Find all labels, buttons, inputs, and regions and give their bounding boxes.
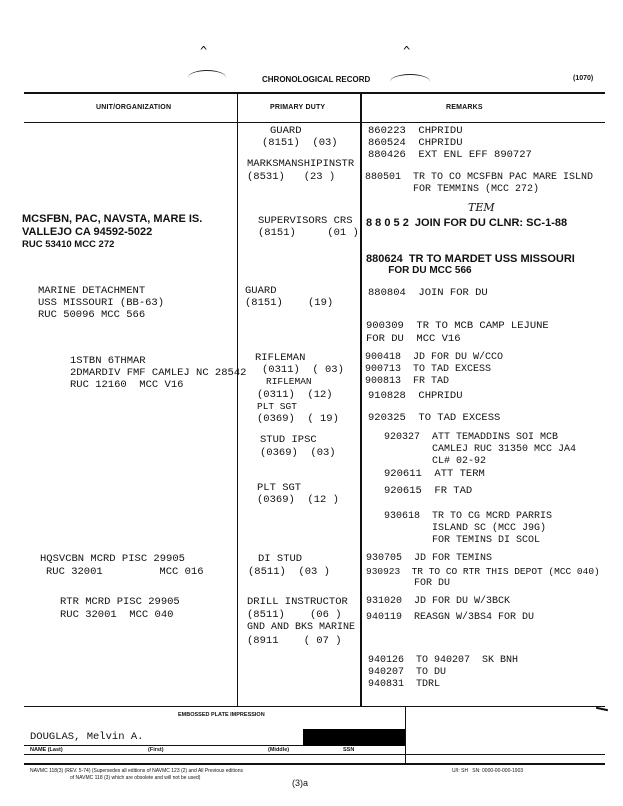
unit-hqsvcbn-line2: RUC 32001 MCC 016 (46, 566, 204, 578)
remark-handwritten-tem: TEM (468, 201, 495, 214)
duty-stud-ipsc-code: (0369) (03) (260, 447, 336, 459)
unit-mardet-line1: MARINE DETACHMENT (38, 285, 146, 297)
duty-pltsgt-1-code: (0369) ( 19) (257, 413, 339, 425)
remark-880501-cont: FOR TEMMINS (MCC 272) (365, 184, 540, 195)
unit-mcsfbn-line1: MCSFBN, PAC, NAVSTA, MARE IS. (22, 213, 203, 225)
col-header-remarks: REMARKS (446, 104, 483, 111)
header-rule (24, 122, 605, 123)
top-border (24, 92, 605, 94)
duty-rifleman-2-code: (0311) (12) (257, 389, 333, 401)
duty-gnd-bks: GND AND BKS MARINE (247, 622, 356, 633)
remark-920615: 920615 FR TAD (384, 485, 473, 497)
duty-gnd-bks-code: (8911 ( 07 ) (247, 635, 342, 647)
punch-arrow-left: ^ (200, 44, 208, 58)
remark-880624: 880624 TR TO MARDET USS MISSOURI (366, 253, 575, 265)
remark-920611: 920611 ATT TERM (384, 468, 485, 480)
remark-940207: 940207 TO DU (368, 667, 447, 678)
unit-mcsfbn-line3: RUC 53410 MCC 272 (22, 239, 115, 250)
unit-mardet-line2: USS MISSOURI (BB-63) (38, 297, 165, 309)
remark-880525-join: 8 8 0 5 2 JOIN FOR DU CLNR: SC-1-88 (366, 217, 568, 229)
duty-guard-2: GUARD (245, 285, 277, 297)
bottom-rule (24, 706, 605, 707)
remark-930705: 930705 JD FOR TEMINS (366, 553, 493, 564)
remark-900418: 900418 JD FOR DU W/CCO (365, 352, 504, 363)
unit-1stbn-line2: 2DMARDIV FMF CAMLEJ NC 28542 (70, 367, 247, 379)
remark-931020: 931020 JD FOR DU W/3BCK (366, 596, 511, 607)
form-footer-ui-sn: U/I: SH SN: 0000-00-000-1903 (452, 768, 524, 774)
remark-900309-cont: FOR DU MCC V16 (366, 333, 461, 345)
col-header-unit: UNIT/ORGANIZATION (96, 104, 172, 111)
unit-1stbn-line3: RUC 12160 MCC V16 (70, 379, 184, 391)
duty-guard-2-code: (8151) (19) (245, 297, 334, 309)
remark-860524: 860524 CHPRIDU (368, 137, 463, 149)
form-footer-line2: of NAVMC 118 (3) which are obsolete and will not be used) (70, 775, 201, 781)
label-name-last: NAME (Last) (30, 747, 63, 753)
footer-rule (24, 763, 605, 765)
col-header-duty: PRIMARY DUTY (270, 104, 326, 111)
remark-900309: 900309 TR TO MCB CAMP LEJUNE (366, 320, 549, 332)
duty-di-stud: DI STUD (258, 553, 303, 565)
duty-rifleman-1: RIFLEMAN (255, 352, 306, 364)
remark-930618-cont2: FOR TEMINS DI SCOL (384, 535, 541, 546)
duty-marksmanship: MARKSMANSHIPINSTR (247, 158, 355, 170)
embossed-plate-label: EMBOSSED PLATE IMPRESSION (178, 712, 265, 718)
form-footer-line1: NAVMC 118(3) (REV. 5-74) (Supersedes all editions of NAVMC 123 (2) and All Previous editions (30, 768, 243, 774)
remark-930618-cont1: ISLAND SC (MCC J9G) (384, 523, 547, 534)
unit-hqsvcbn-line1: HQSVCBN MCRD PISC 29905 (40, 553, 185, 565)
duty-supervisors: SUPERVISORS CRS (258, 215, 353, 227)
remark-920327-cont2: CL# 02-92 (384, 456, 487, 467)
name-block-divider (405, 706, 406, 764)
duty-guard-1: GUARD (270, 125, 302, 137)
labels-rule (24, 754, 605, 755)
label-ssn: SSN (343, 747, 355, 753)
remark-880426: 880426 EXT ENL EFF 890727 (368, 149, 532, 161)
unit-rtr-line2: RUC 32001 MCC 040 (60, 609, 174, 621)
remark-880624-cont: FOR DU MCC 566 (366, 265, 472, 276)
duty-drill-instructor-code: (8511) (06 ) (247, 609, 342, 621)
unit-1stbn-line1: 1STBN 6THMAR (70, 355, 146, 367)
page-number: (3)a (292, 778, 309, 788)
remark-940831: 940831 TDRL (368, 679, 441, 690)
duty-guard-1-code: (8151) (03) (262, 137, 338, 149)
remark-920327-cont1: CAMLEJ RUC 31350 MCC JA4 (384, 444, 577, 455)
remark-940119: 940119 REASGN W/3BS4 FOR DU (366, 612, 535, 623)
punch-mark-left (188, 70, 226, 85)
name-value: DOUGLAS, Melvin A. (30, 731, 144, 743)
remark-860223: 860223 CHPRIDU (368, 125, 463, 137)
remark-920325: 920325 TO TAD EXCESS (368, 412, 501, 424)
label-first: (First) (148, 747, 164, 753)
duty-supervisors-code: (8151) (01 ) (258, 227, 359, 239)
duty-pltsgt-2-code: (0369) (12 ) (257, 494, 339, 506)
duty-stud-ipsc: STUD IPSC (260, 434, 317, 446)
duty-rifleman-1-code: (0311) ( 03) (262, 364, 344, 376)
duty-pltsgt-1: PLT SGT (257, 401, 297, 412)
divider-unit-duty (237, 92, 238, 707)
remark-880501: 880501 TR TO CO MCSFBN PAC MARE ISLND (365, 172, 594, 183)
duty-pltsgt-2: PLT SGT (257, 482, 302, 494)
unit-mcsfbn-line2: VALLEJO CA 94592-5022 (22, 226, 153, 238)
remark-900713: 900713 TO TAD EXCESS (365, 364, 492, 375)
margin-mark (596, 707, 608, 711)
duty-di-stud-code: (8511) (03 ) (248, 566, 330, 578)
label-middle: (Middle) (268, 747, 290, 753)
remark-920327: 920327 ATT TEMADDINS SOI MCB (384, 432, 559, 443)
remark-930618: 930618 TR TO CG MCRD PARRIS (384, 511, 553, 522)
remark-930923: 930923 TR TO CO RTR THIS DEPOT (MCC 040) (366, 566, 600, 577)
duty-drill-instructor: DRILL INSTRUCTOR (247, 596, 348, 608)
remark-910828: 910828 CHPRIDU (368, 390, 463, 402)
punch-mark-right (390, 74, 430, 89)
unit-rtr-line1: RTR MCRD PISC 29905 (60, 596, 180, 608)
duty-marksmanship-code: (8531) (23 ) (247, 171, 336, 183)
remark-930923-cont: FOR DU (366, 578, 451, 589)
duty-rifleman-2: RIFLEMAN (266, 376, 312, 387)
remark-880804: 880804 JOIN FOR DU (368, 287, 488, 299)
punch-arrow-right: ^ (403, 44, 411, 58)
ssn-redaction (303, 729, 405, 746)
unit-mardet-line3: RUC 50096 MCC 566 (38, 309, 146, 321)
divider-duty-remarks (360, 92, 362, 707)
form-code: (1070) (573, 75, 594, 82)
remark-940126: 940126 TO 940207 SK BNH (368, 655, 519, 666)
remark-900813: 900813 FR TAD (365, 376, 450, 387)
form-title: CHRONOLOGICAL RECORD (262, 75, 371, 84)
